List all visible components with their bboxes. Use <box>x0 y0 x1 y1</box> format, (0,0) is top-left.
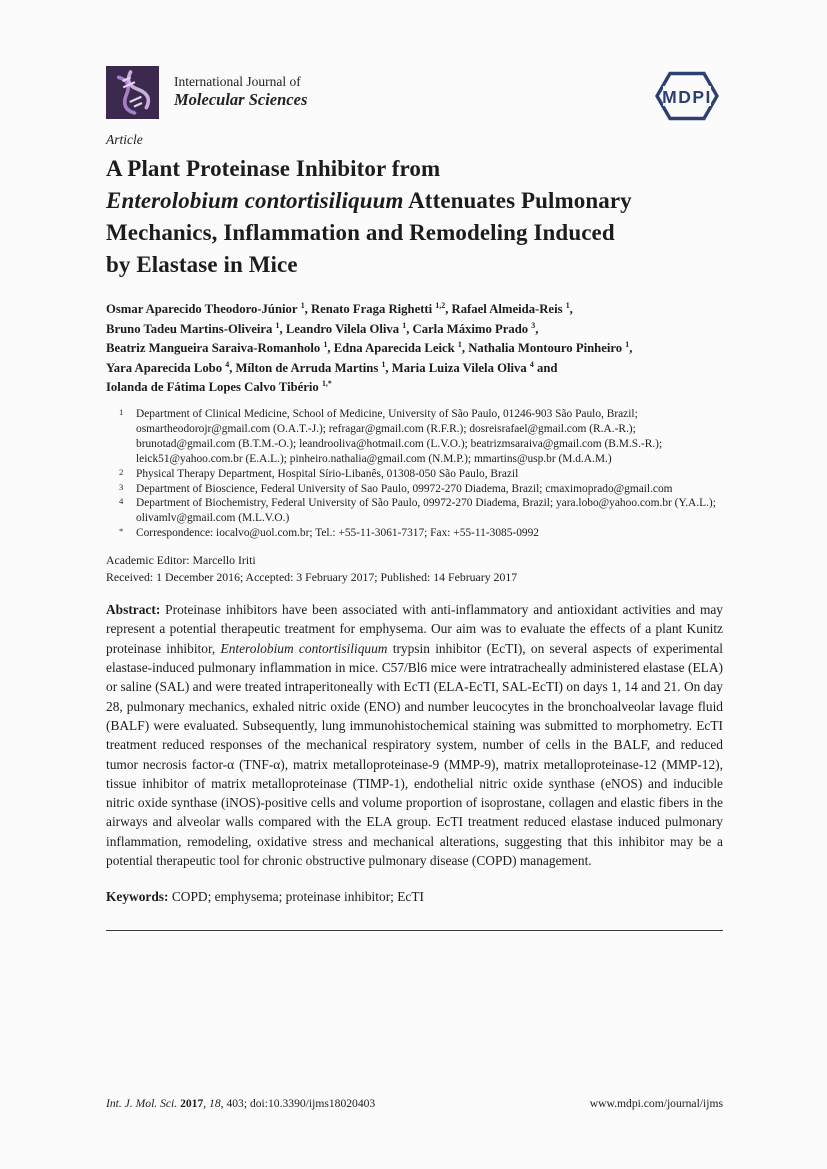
affiliation-item <box>106 407 723 467</box>
article-content <box>106 132 723 931</box>
correspondence-marker: * <box>119 526 124 537</box>
journal-url-link[interactable]: www.mdpi.com/journal/ijms <box>589 1097 723 1110</box>
section-divider <box>106 930 723 931</box>
affiliation-marker: 4 <box>119 496 124 507</box>
page-footer <box>106 1097 723 1110</box>
editor-block <box>106 552 723 585</box>
affiliation-marker: 2 <box>119 466 124 477</box>
dna-helix-icon <box>106 66 159 119</box>
journal-name <box>174 66 307 110</box>
article-type-label: Article <box>106 132 143 147</box>
affiliation-text: Physical Therapy Department, Hospital Sírio-Libanês, 01308-050 São Paulo, Brazil <box>136 467 519 480</box>
citation-line: Int. J. Mol. Sci. 2017, 18, 403; doi:10.3390/ijms18020403 <box>106 1097 376 1110</box>
dates-line: Received: 1 December 2016; Accepted: 3 February 2017; Published: 14 February 2017 <box>106 569 518 584</box>
correspondence-item <box>106 526 723 541</box>
mdpi-logo-icon <box>654 70 720 122</box>
affiliation-text: Department of Bioscience, Federal University of Sao Paulo, 09972-270 Diadema, Brazil; cmaximoprado@gmail.com <box>136 482 673 495</box>
affiliation-text: Department of Biochemistry, Federal University of São Paulo, 09972-270 Diadema, Brazil; yara.lobo@yahoo.com.br (Y.A.L.); olivamlv@gmail.com (M.L.V.O.) <box>136 497 716 525</box>
affiliation-marker: 1 <box>119 406 124 417</box>
svg-text:MDPI: MDPI <box>662 87 712 107</box>
affiliation-item <box>106 496 723 526</box>
affiliation-marker: 3 <box>119 481 124 492</box>
journal-name-line1: International Journal of <box>174 74 301 89</box>
affiliation-text: Department of Clinical Medicine, School of Medicine, University of São Paulo, 01246-903 São Paulo, Brazil; osmartheodorojr@gmail.com (O.A.T.-J.); refragar@gmail.com (R.F.R.); dosreisrafael@gmail.com (R.A.-R.); brunotad@gmail.com (B.T.M.-O.); leandrooliva@hotmail.com (L.V.O.); beatrizmsaraiva@gmail.com (B.M.S.-R.); leick51@yahoo.com.br (E.A.L.); pinheiro.nathalia@gmail.com (N.M.P.); mmartins@usp.br (M.d.A.M.) <box>136 407 663 465</box>
keywords: Keywords: COPD; emphysema; proteinase inhibitor; EcTI <box>106 889 424 905</box>
academic-editor-line: Academic Editor: Marcello Iriti <box>106 553 256 568</box>
journal-logo <box>106 66 307 119</box>
journal-name-line2: Molecular Sciences <box>174 90 308 109</box>
affiliation-item <box>106 467 723 482</box>
abstract: Abstract: Proteinase inhibitors have been associated with anti-inflammatory and antioxidant activities and may represent a potential therapeutic treatment for emphysema. Our aim was to evaluate the effects of a plant Kunitz proteinase inhibitor, Enterolobium contortisiliquum trypsin inhibitor (EcTI), on several aspects of experimental elastase-induced pulmonary inflammation in mice. C57/Bl6 mice were intratracheally administered elastase (ELA) or saline (SAL) and were treated intraperitoneally with EcTI (ELA-EcTI, SAL-EcTI) on days 1, 14 and 21. On day 28, pulmonary mechanics, exhaled nitric oxide (ENO) and number leucocytes in the bronchoalveolar lavage fluid (BALF) were evaluated. Subsequently, lung immunohistochemical staining was submitted to morphometry. EcTI treatment reduced responses of the mechanical respiratory system, number of cells in the BALF, and reduced tumor necrosis factor-α (TNF-α), matrix metalloproteinase-9 (MMP-9), matrix metalloproteinase-12 (MMP-12), tissue inhibitor of matrix metalloproteinase (TIMP-1), endothelial nitric oxide synthase (eNOS) and inducible nitric oxide synthase (iNOS)-positive cells and volume proportion of isoprostane, collagen and elastic fibers in the airways and alveolar walls compared with the ELA group. EcTI treatment reduced elastase induced pulmonary inflammation, remodeling, oxidative stress and mechanical alterations, suggesting that this inhibitor may be a potential therapeutic tool for chronic obstructive pulmonary disease (COPD) management. <box>106 602 724 868</box>
author-list: Osmar Aparecido Theodoro-Júnior $^1$, Renato Fraga Righetti $^{1,2}$, Rafael Almeida-Reis $^1$, Bruno Tadeu Martins-Oliveira $^1$, Leandro Vilela Oliva $^1$, Carla Máximo Prado $^3$, Beatriz Mangueira Saraiva-Romanholo $^1$, Edna Aparecida Leick $^1$, Nathalia Montouro Pinheiro $^1$, Yara Aparecida Lobo $^4$, Mílton de Arruda Martins $^1$, Maria Luiza Vilela Oliva $^4$ and Iolanda de Fátima Lopes Calvo Tibério $^{1,*}$ <box>106 300 633 395</box>
correspondence-text: Correspondence: iocalvo@uol.com.br; Tel.: +55-11-3061-7317; Fax: +55-11-3085-0992 <box>136 527 539 540</box>
affiliation-list <box>106 407 723 541</box>
affiliation-item <box>106 482 723 497</box>
article-title: A Plant Proteinase Inhibitor from Enterolobium contortisiliquum Attenuates Pulmonary Mechanics, Inflammation and Remodeling Induced by Elastase in Mice <box>106 156 632 277</box>
